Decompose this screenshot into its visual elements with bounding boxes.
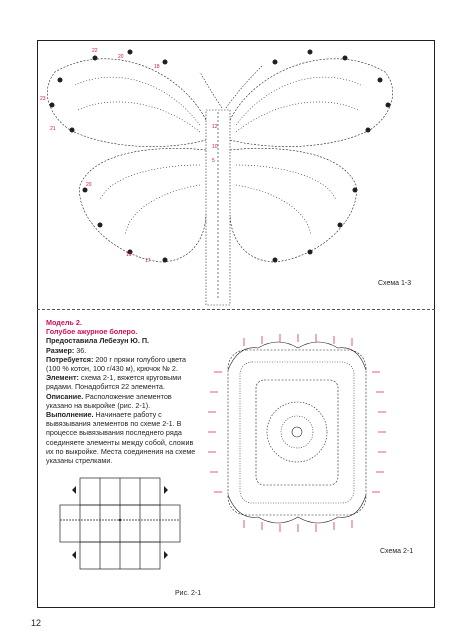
model-title: Модель 2. xyxy=(46,318,82,327)
motif-scallop-top xyxy=(228,342,366,370)
row-label: 23 xyxy=(40,96,46,102)
row-label: 10 xyxy=(212,144,218,150)
row-label: 5 xyxy=(212,158,215,164)
row-label: 19 xyxy=(126,252,132,258)
row-label: 21 xyxy=(50,126,56,132)
row-label: 12 xyxy=(212,124,218,130)
page-number: 12 xyxy=(31,618,42,628)
row-label: 17 xyxy=(145,258,151,264)
row-label: 18 xyxy=(154,64,160,70)
model-subtitle: Голубое ажурное болеро. xyxy=(46,327,138,337)
pattern-caption: Рис. 2-1 xyxy=(175,590,202,597)
execution-line: Выполнение. Начинаете работу с вывязывания элементов по схеме 2-1. В процессе вывязывания последнего ряда соединяете элементы между собой, сложив их по выкройке. Места соединения на схеме указаны стрелками. xyxy=(46,410,196,466)
row-label: 20 xyxy=(118,54,124,60)
element-line: Элемент: схема 2-1, вяжется круговыми рядами. Понадобится 22 элемента. xyxy=(46,373,182,392)
row-label: 20 xyxy=(86,182,92,188)
butterfly-caption: Схема 1-3 xyxy=(378,280,412,287)
size-line: Размер: 36. xyxy=(46,345,87,355)
motif-outer xyxy=(228,350,366,515)
motif-scallop-bottom xyxy=(228,495,366,523)
motif-center-ring xyxy=(267,402,327,462)
needs-line: Потребуется: 200 г пряжи голубого цвета (100 % котон, 100 г/430 м), крючок № 2. xyxy=(46,354,187,374)
provided-by: Предоставила Лебезун Ю. П. xyxy=(46,336,150,346)
row-label: 22 xyxy=(92,48,98,54)
description-line: Описание. Расположение элементов указано на выкройке (рис. 2-1). xyxy=(46,391,172,410)
motif-caption: Схема 2-1 xyxy=(380,548,414,555)
